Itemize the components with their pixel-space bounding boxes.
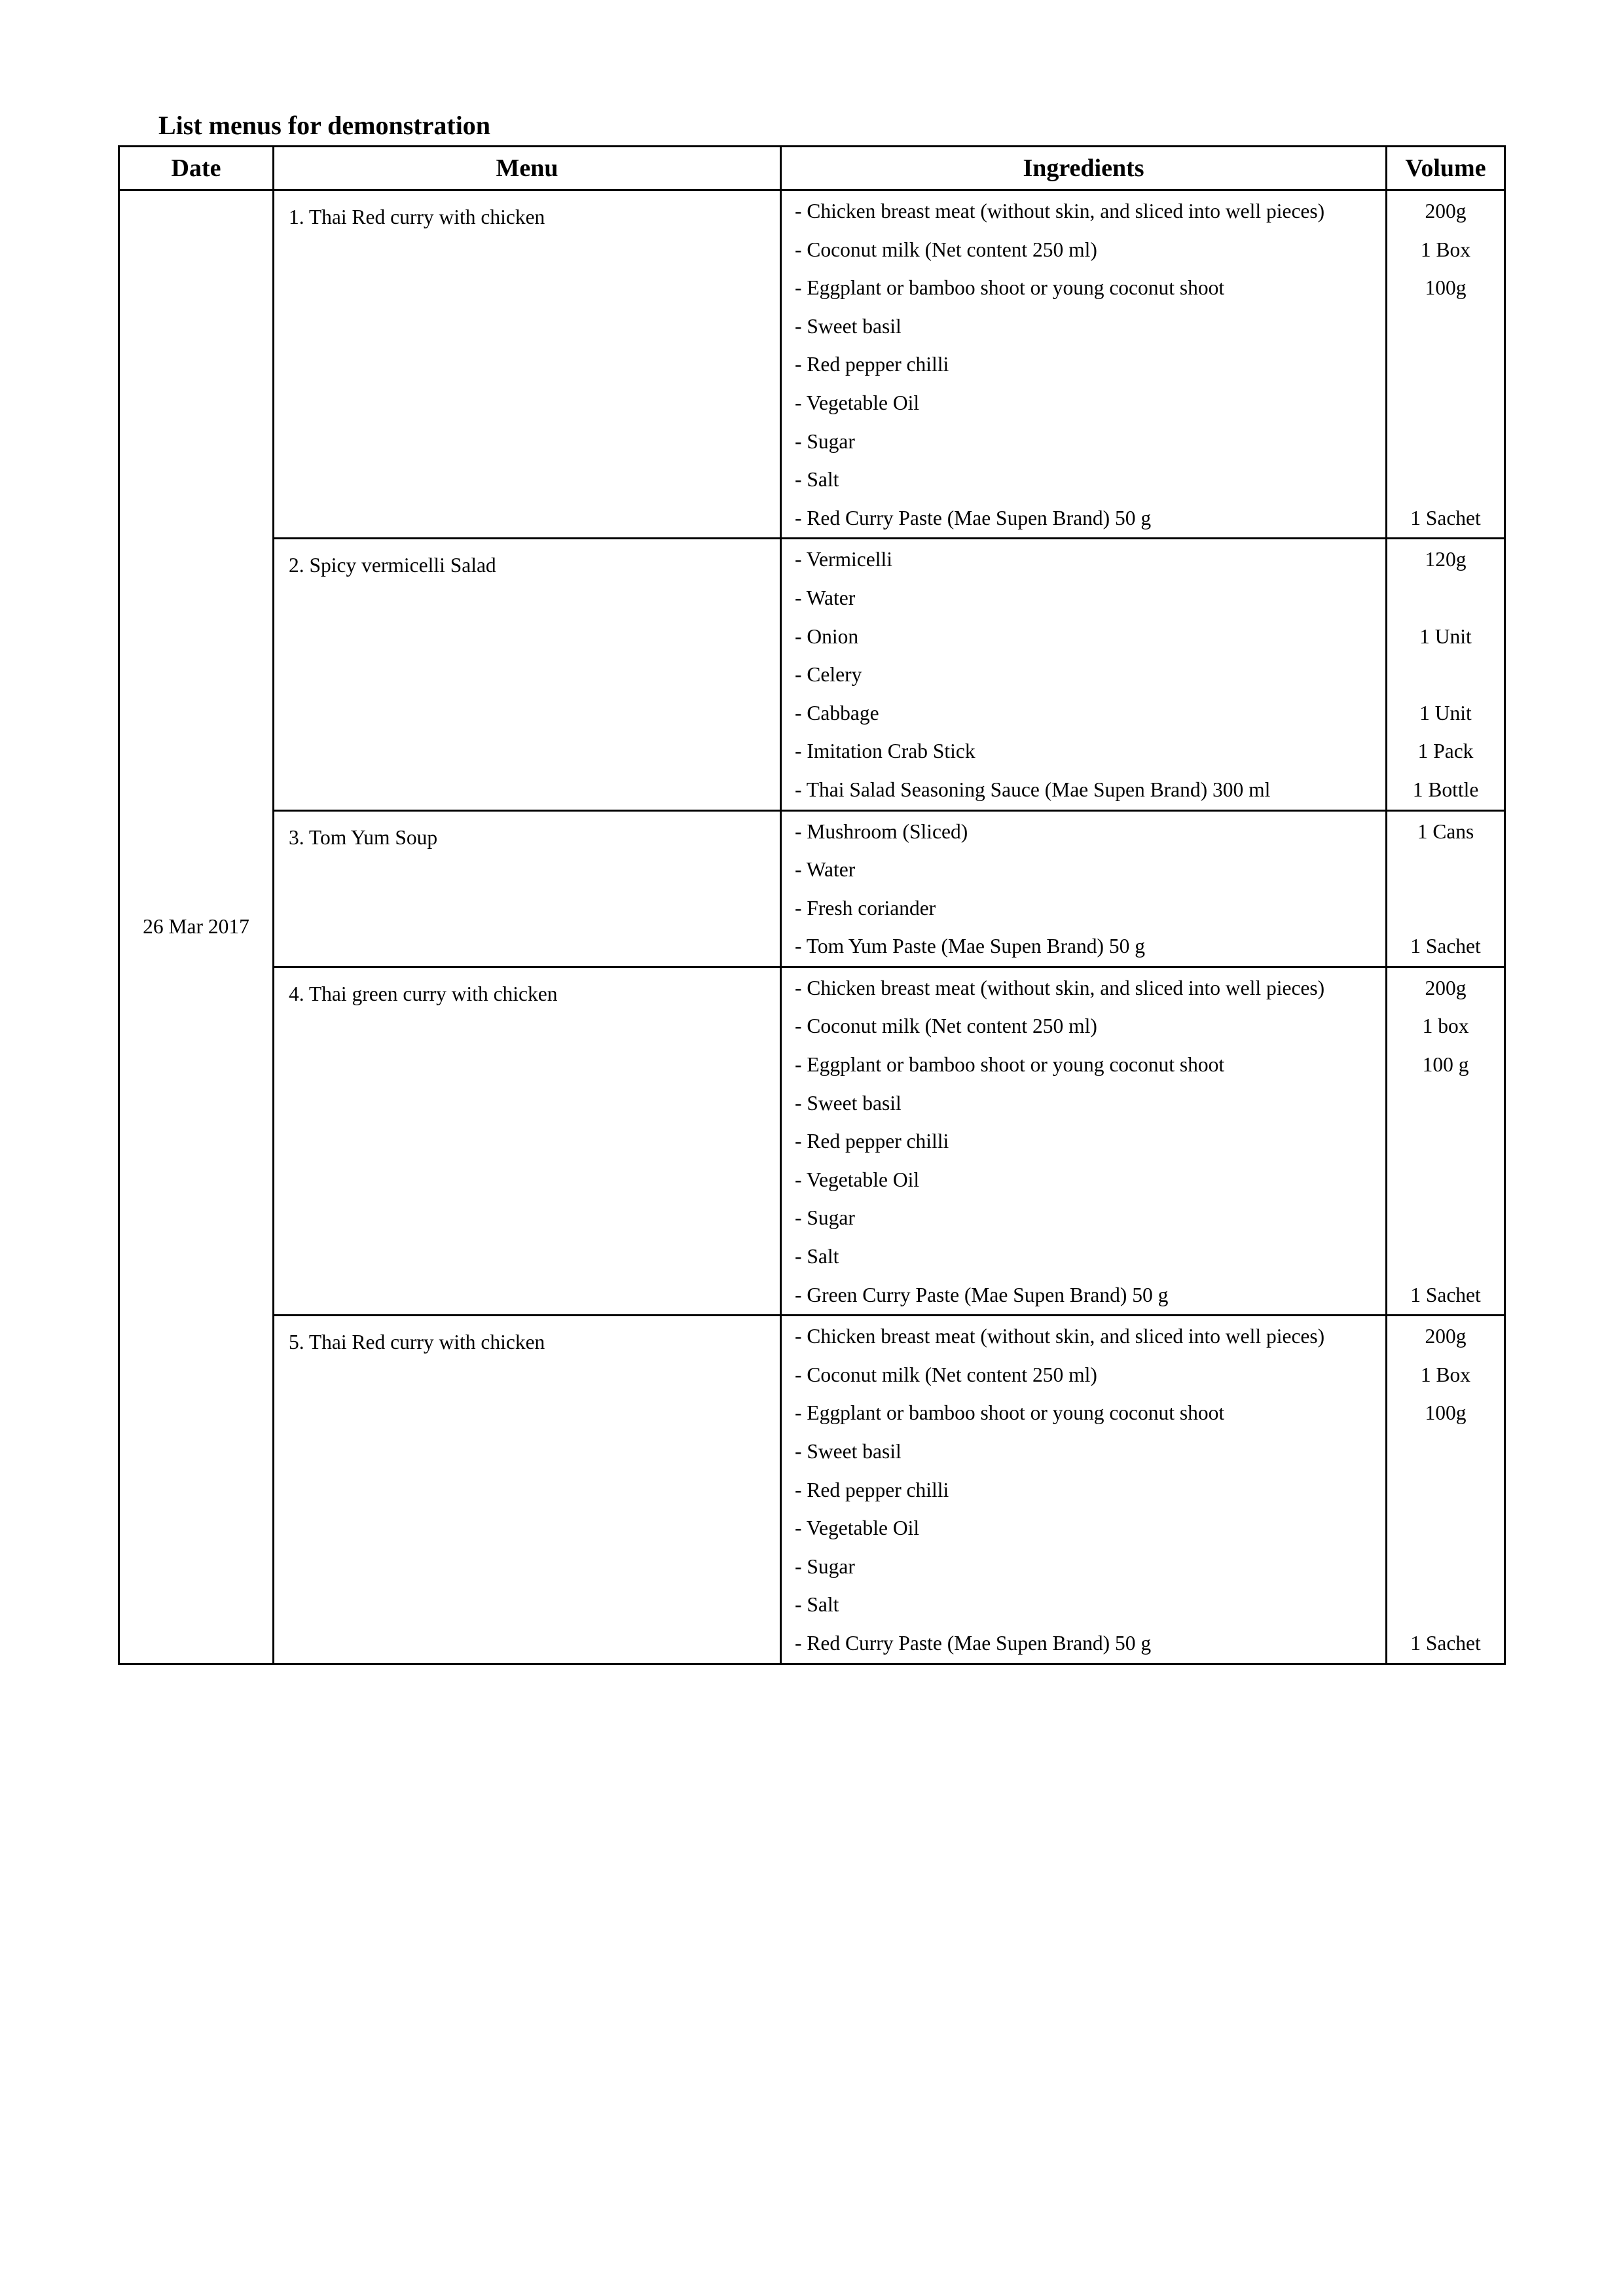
ingredient-item: - Sweet basil [795, 1440, 902, 1463]
ingredient-item: - Water [795, 586, 856, 609]
volume-value: 1 Box [1420, 238, 1471, 261]
volume-value: 1 Sachet [1410, 506, 1481, 529]
ingredient-item: - Tom Yum Paste (Mae Supen Brand) 50 g [795, 935, 1145, 958]
volume-value [1387, 346, 1504, 384]
ingredient-item: - Cabbage [795, 701, 879, 725]
ingredient-item: - Salt [795, 468, 839, 492]
menu-name: 3. Tom Yum Soup [289, 825, 438, 849]
volume-value [1387, 579, 1504, 618]
menu-name: 2. Spicy vermicelli Salad [289, 554, 496, 577]
volume-value: 1 Bottle [1412, 778, 1479, 801]
header-date: Date [119, 147, 274, 190]
ingredient-item: - Vegetable Oil [795, 391, 920, 414]
ingredients-cell [781, 810, 1387, 967]
menu-name: 4. Thai green curry with chicken [289, 982, 558, 1005]
menu-cell [274, 539, 781, 810]
ingredients-cell [781, 190, 1387, 539]
ingredients-cell [781, 1316, 1387, 1664]
menu-row [119, 1316, 1505, 1664]
volume-value: 1 Sachet [1410, 1631, 1481, 1655]
volume-value [1387, 384, 1504, 423]
ingredient-item: - Celery [795, 663, 862, 687]
menu-body [119, 190, 1505, 1664]
ingredient-item: - Chicken breast meat (without skin, and sliced into well pieces) [795, 1325, 1325, 1348]
ingredient-item: - Vermicelli [795, 548, 892, 571]
volume-value: 120g [1425, 548, 1467, 571]
ingredient-item: - Salt [795, 1593, 839, 1617]
header-row [119, 147, 1505, 190]
ingredient-item: - Sugar [795, 1206, 855, 1230]
volume-value: 1 Unit [1419, 624, 1472, 648]
ingredient-item: - Sugar [795, 429, 855, 453]
volume-value: 1 Box [1420, 1363, 1471, 1386]
header-ingredients: Ingredients [781, 147, 1387, 190]
volume-value [1387, 656, 1504, 694]
volume-cell [1387, 190, 1505, 539]
ingredient-item: - Imitation Crab Stick [795, 740, 976, 763]
menu-row [119, 190, 1505, 539]
volume-value: 1 box [1422, 1014, 1469, 1038]
volume-value [1387, 1122, 1504, 1161]
ingredient-item: - Sweet basil [795, 1091, 902, 1115]
menu-row [119, 539, 1505, 810]
menu-cell [274, 190, 781, 539]
ingredient-item: - Chicken breast meat (without skin, and sliced into well pieces) [795, 200, 1325, 223]
ingredient-item: - Mushroom (Sliced) [795, 819, 968, 843]
menu-row [119, 810, 1505, 967]
ingredient-item: - Red Curry Paste (Mae Supen Brand) 50 g [795, 1631, 1152, 1655]
volume-value: 1 Pack [1417, 740, 1474, 763]
volume-value [1387, 1471, 1504, 1510]
ingredient-item: - Sugar [795, 1554, 855, 1578]
volume-cell [1387, 810, 1505, 967]
volume-value [1387, 1199, 1504, 1238]
ingredient-item: - Salt [795, 1245, 839, 1268]
ingredient-item: - Eggplant or bamboo shoot or young coconut shoot [795, 1053, 1225, 1077]
volume-value [1387, 1509, 1504, 1548]
ingredient-item: - Water [795, 858, 856, 882]
ingredient-item: - Red pepper chilli [795, 1130, 949, 1153]
page-title: List menus for demonstration [158, 111, 491, 140]
menu-row [119, 967, 1505, 1315]
volume-cell [1387, 1316, 1505, 1664]
volume-value [1387, 308, 1504, 346]
ingredient-item: - Onion [795, 624, 859, 648]
header-menu: Menu [274, 147, 781, 190]
volume-value: 200g [1425, 976, 1467, 999]
menu-name: 1. Thai Red curry with chicken [289, 206, 545, 228]
volume-value [1387, 1433, 1504, 1471]
volume-value [1387, 1161, 1504, 1200]
ingredient-item: - Vegetable Oil [795, 1516, 920, 1540]
volume-value: 1 Sachet [1410, 935, 1481, 958]
volume-value: 1 Sachet [1410, 1283, 1481, 1306]
volume-value: 1 Unit [1419, 701, 1472, 725]
menu-cell [274, 810, 781, 967]
ingredient-item: - Eggplant or bamboo shoot or young coconut shoot [795, 1401, 1225, 1425]
ingredient-item: - Sweet basil [795, 314, 902, 338]
menu-table [118, 145, 1506, 1665]
menu-cell [274, 967, 781, 1315]
volume-value [1387, 461, 1504, 499]
ingredient-item: - Red Curry Paste (Mae Supen Brand) 50 g [795, 506, 1152, 529]
ingredient-item: - Thai Salad Seasoning Sauce (Mae Supen Brand) 300 ml [795, 778, 1271, 801]
date-value: 26 Mar 2017 [143, 915, 249, 939]
menu-name: 5. Thai Red curry with chicken [289, 1331, 545, 1354]
ingredient-item: - Red pepper chilli [795, 1478, 949, 1501]
volume-value [1387, 423, 1504, 461]
volume-value [1387, 889, 1504, 928]
volume-cell [1387, 539, 1505, 810]
ingredients-cell [781, 539, 1387, 810]
ingredient-item: - Fresh coriander [795, 896, 936, 920]
volume-value: 100g [1425, 1401, 1467, 1425]
volume-value: 200g [1425, 200, 1467, 223]
volume-value: 200g [1425, 1325, 1467, 1348]
ingredient-item: - Coconut milk (Net content 250 ml) [795, 238, 1097, 261]
volume-value [1387, 1586, 1504, 1624]
ingredient-item: - Green Curry Paste (Mae Supen Brand) 50 g [795, 1283, 1169, 1306]
volume-value [1387, 1238, 1504, 1276]
ingredient-item: - Red pepper chilli [795, 353, 949, 376]
volume-value [1387, 1085, 1504, 1123]
ingredients-cell [781, 967, 1387, 1315]
ingredient-item: - Coconut milk (Net content 250 ml) [795, 1014, 1097, 1038]
header-volume: Volume [1387, 147, 1505, 190]
volume-value: 1 Cans [1417, 819, 1474, 843]
volume-cell [1387, 967, 1505, 1315]
menu-cell [274, 1316, 781, 1664]
volume-value [1387, 851, 1504, 889]
ingredient-item: - Chicken breast meat (without skin, and sliced into well pieces) [795, 976, 1325, 999]
ingredient-item: - Coconut milk (Net content 250 ml) [795, 1363, 1097, 1386]
volume-value: 100g [1425, 276, 1467, 300]
volume-value: 100 g [1422, 1053, 1469, 1077]
volume-value [1387, 1548, 1504, 1587]
ingredient-item: - Vegetable Oil [795, 1168, 920, 1191]
ingredient-item: - Eggplant or bamboo shoot or young coconut shoot [795, 276, 1225, 300]
date-cell [119, 190, 274, 1664]
